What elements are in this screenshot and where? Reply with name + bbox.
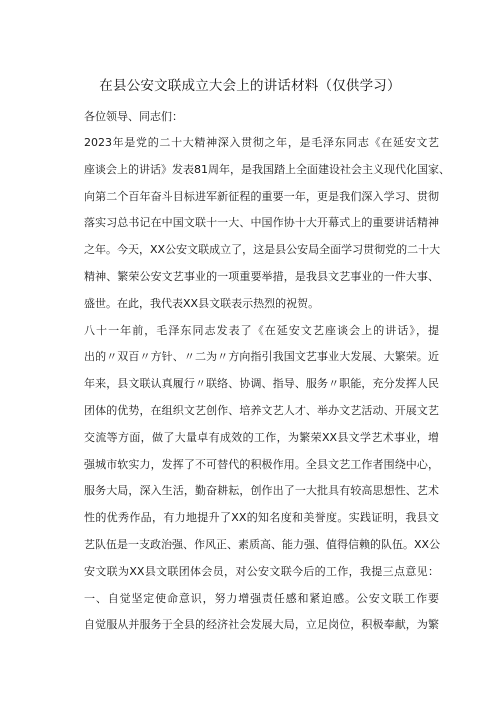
paragraph-1 — [62, 130, 450, 318]
paragraph-line: 一、自觉坚定使命意识，努力增强责任感和紧迫感。公安文联工作要 — [84, 591, 439, 605]
paragraph-line: 艺队伍是一支政治强、作风正、素质高、能力强、值得信赖的队伍。XX公 — [84, 537, 441, 551]
paragraph-line: 2023年是党的二十大精神深入贯彻之年，是毛泽东同志《在延安文艺 — [84, 136, 439, 149]
paragraph-line: 服务大局，深入生活，勤奋耕耘，创作出了一大批具有较高思想性、艺术 — [84, 484, 439, 498]
paragraph-line: 之年。今天，XX公安文联成立了，这是县公安局全面学习贯彻党的二十大 — [84, 243, 441, 257]
paragraph-line: 落实习总书记在中国文联十一大、中国作协十大开幕式上的重要讲话精神 — [84, 216, 439, 230]
paragraph-line: 交流等方面，做了大量卓有成效的工作，为繁荣XX县文学艺术事业，增 — [84, 430, 439, 444]
paragraph-line: 强城市软实力，发挥了不可替代的积极作用。全县文艺工作者围绕中心， — [84, 457, 439, 471]
paragraph-line: 团体的优势，在组织文艺创作、培养文艺人才、举办文艺活动、开展文艺 — [84, 403, 439, 417]
document-title: 在县公安文联成立大会上的讲话材料（仅供学习） — [99, 78, 401, 94]
document-body — [62, 103, 450, 639]
paragraph-line: 出的〃双百〃方针、〃二为〃方向指引我国文艺事业大发展、大繁荣。近 — [84, 350, 439, 364]
paragraph-line: 盛世。在此，我代表XX县文联表示热烈的祝贺。 — [84, 296, 320, 310]
paragraph-line: 性的优秀作品，有力地提升了XX的知名度和美誉度。实践证明，我县文 — [84, 511, 439, 525]
paragraph-line: 自觉服从并服务于全县的经济社会发展大局，立足岗位，积极奉献，为繁 — [84, 618, 439, 632]
paragraph-2 — [62, 318, 439, 586]
greeting: 各位领导、同志们： — [84, 110, 183, 123]
paragraph-3 — [62, 586, 439, 640]
paragraph-line: 安文联为XX县文联团体会员，对公安文联今后的工作，我提三点意见： — [84, 564, 439, 578]
paragraph-line: 座谈会上的讲话》发表81周年，是我国踏上全面建设社会主义现代化国家、 — [84, 162, 450, 176]
paragraph-line: 向第二个百年奋斗目标进军新征程的重要一年，更是我们深入学习、贯彻 — [84, 189, 439, 203]
paragraph-line: 年来，县文联认真履行〃联络、协调、指导、服务〃职能，充分发挥人民 — [84, 377, 439, 391]
paragraph-line: 八十一年前，毛泽东同志发表了《在延安文艺座谈会上的讲话》，提 — [84, 323, 439, 337]
paragraph-line: 精神、繁荣公安文艺事业的一项重要举措，是我县文艺事业的一件大事、 — [84, 269, 439, 283]
